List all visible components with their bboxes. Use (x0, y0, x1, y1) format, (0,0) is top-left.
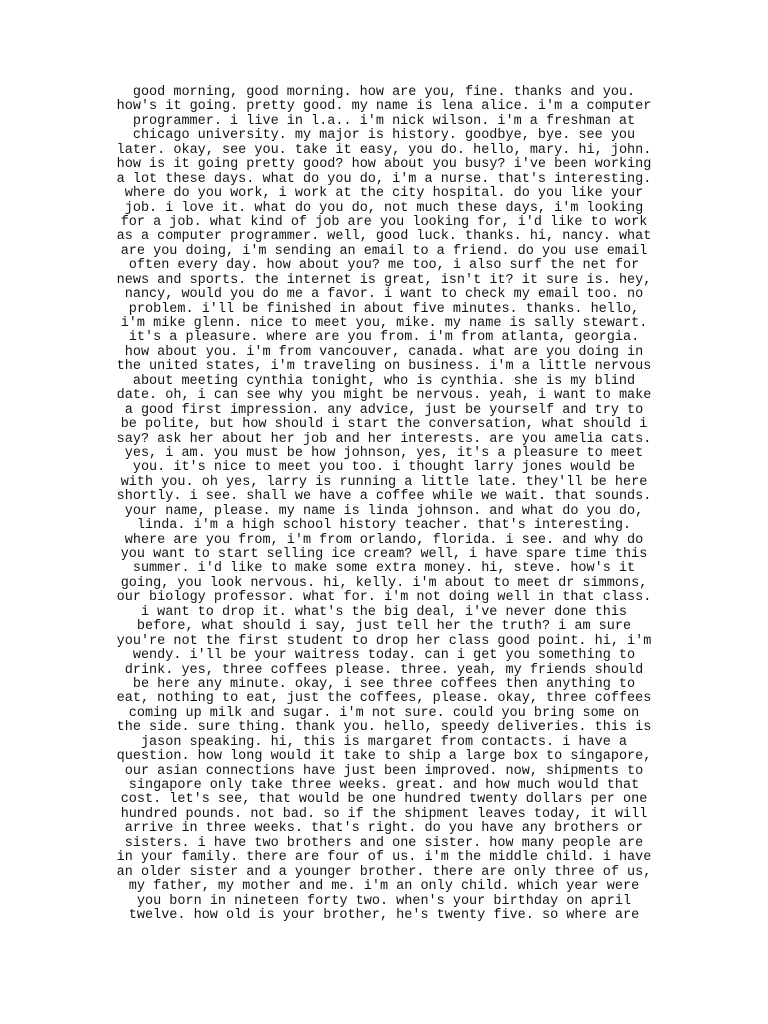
text-line: drink. yes, three coffees please. three. yeah, my friends should (124, 662, 644, 678)
text-line: as a computer programmer. well, good luck. thanks. hi, nancy. what (116, 229, 652, 245)
text-line: how is it going pretty good? how about you busy? i've been working (116, 157, 652, 173)
text-line: job. i love it. what do you do, not much these days, i'm looking (124, 200, 644, 216)
text-line: say? ask her about her job and her interests. are you amelia cats. (116, 431, 652, 447)
text-line: you. it's nice to meet you too. i thought larry jones would be (132, 460, 636, 476)
text-line: cost. let's see, that would be one hundred twenty dollars per one (120, 792, 648, 808)
text-line: for a job. what kind of job are you looking for, i'd like to work (120, 214, 648, 230)
text-line: yes, i am. you must be how johnson, yes, it's a pleasure to meet (124, 445, 644, 461)
text-line: chicago university. my major is history. goodbye, bye. see you (132, 128, 636, 144)
text-line: news and sports. the internet is great, isn't it? it sure is. hey, (116, 272, 652, 288)
text-line: shortly. i see. shall we have a coffee while we wait. that sounds. (116, 489, 652, 505)
document-text (0, 86, 768, 923)
text-line: how about you. i'm from vancouver, canada. what are you doing in (124, 344, 644, 360)
text-line: about meeting cynthia tonight, who is cynthia. she is my blind (132, 373, 636, 389)
text-line: summer. i'd like to make some extra money. hi, steve. how's it (132, 561, 636, 577)
text-line: you want to start selling ice cream? well, i have spare time this (120, 547, 648, 562)
text-line: singapore only take three weeks. great. and how much would that (128, 778, 640, 793)
text-line: jason speaking. hi, this is margaret from contacts. i have a (140, 734, 628, 750)
text-line: in your family. there are four of us. i'm the middle child. i have (116, 850, 652, 866)
text-line: linda. i'm a high school history teacher. that's interesting. (136, 518, 632, 534)
text-line: problem. i'll be finished in about five minutes. thanks. hello, (128, 301, 640, 317)
text-line: be here any minute. okay, i see three coffees then anything to (132, 676, 636, 692)
text-line: where are you from, i'm from orlando, florida. i see. and why do (124, 532, 644, 548)
text-line: coming up milk and sugar. i'm not sure. could you bring some on (128, 705, 640, 721)
text-line: often every day. how about you? me too, i also surf the net for (128, 258, 640, 274)
text-line: you're not the first student to drop her class good point. hi, i'm (116, 633, 652, 649)
text-line: with you. oh yes, larry is running a little late. they'll be here (120, 474, 648, 490)
text-line: eat, nothing to eat, just the coffees, please. okay, three coffees (116, 691, 652, 707)
text-line: before, what should i say, just tell her the truth? i am sure (136, 619, 632, 635)
text-line: the united states, i'm traveling on business. i'm a little nervous (116, 359, 652, 375)
text-line: it's a pleasure. where are you from. i'm from atlanta, georgia. (128, 330, 640, 346)
text-line: our biology professor. what for. i'm not doing well in that class. (116, 590, 652, 606)
text-line: you born in nineteen forty two. when's your birthday on april (136, 893, 632, 909)
text-line: our asian connections have just been improved. now, shipments to (124, 763, 644, 779)
text-line: arrive in three weeks. that's right. do you have any brothers or (124, 821, 644, 837)
text-line: nancy, would you do me a favor. i want to check my email too. no (124, 287, 644, 303)
text-line: an older sister and a younger brother. there are only three of us, (116, 864, 652, 880)
text-line: a good first impression. any advice, just be yourself and try to (124, 402, 644, 418)
text-line: a lot these days. what do you do, i'm a nurse. that's interesting. (116, 171, 652, 187)
text-line: programmer. i live in l.a.. i'm nick wilson. i'm a freshman at (132, 113, 636, 129)
text-line: question. how long would it take to ship a large box to singapore, (116, 749, 652, 765)
text-line: wendy. i'll be your waitress today. can i get you something to (132, 648, 636, 664)
text-line: i want to drop it. what's the big deal, i've never done this (140, 604, 628, 620)
text-line: later. okay, see you. take it easy, you do. hello, mary. hi, john. (116, 142, 652, 158)
text-line: going, you look nervous. hi, kelly. i'm about to meet dr simmons, (120, 575, 648, 591)
text-line: good morning, good morning. how are you, fine. thanks and you. (132, 85, 636, 100)
text-line: are you doing, i'm sending an email to a friend. do you use email (120, 243, 648, 259)
text-line: twelve. how old is your brother, he's twenty five. so where are (128, 907, 640, 923)
text-line: my father, my mother and me. i'm an only child. which year were (128, 879, 640, 895)
text-line: your name, please. my name is linda johnson. and what do you do, (124, 503, 644, 519)
text-line: be polite, but how should i start the conversation, what should i (120, 417, 648, 433)
text-line: how's it going. pretty good. my name is lena alice. i'm a computer (116, 99, 652, 115)
text-line: i'm mike glenn. nice to meet you, mike. my name is sally stewart. (120, 316, 648, 331)
text-line: sisters. i have two brothers and one sister. how many people are (124, 835, 644, 851)
text-line: where do you work, i work at the city hospital. do you like your (124, 186, 644, 202)
text-line: hundred pounds. not bad. so if the shipment leaves today, it will (120, 806, 648, 822)
text-line: date. oh, i can see why you might be nervous. yeah, i want to make (116, 388, 652, 404)
text-line: the side. sure thing. thank you. hello, speedy deliveries. this is (116, 720, 652, 736)
